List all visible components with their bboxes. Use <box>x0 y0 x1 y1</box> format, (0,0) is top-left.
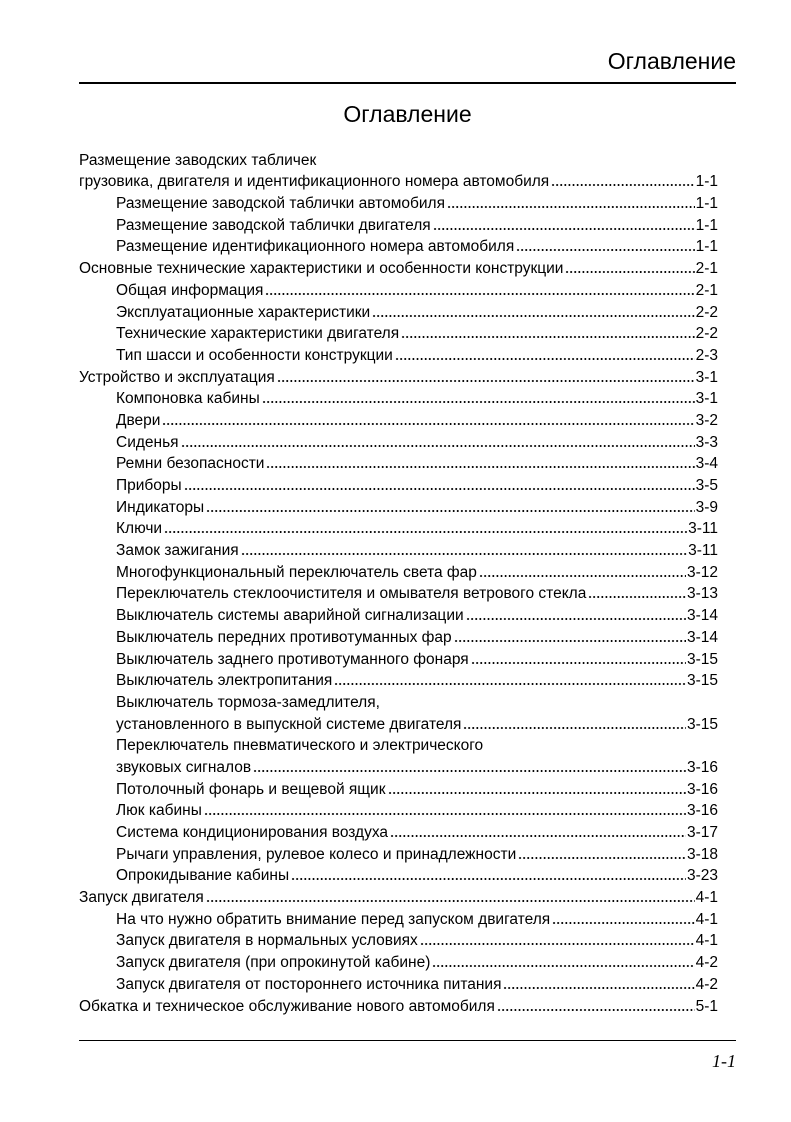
toc-entry-page: 2-1 <box>695 281 718 299</box>
toc-entry-title: Сиденья <box>116 433 179 451</box>
dot-leader <box>401 335 694 339</box>
toc-entry-page: 2-3 <box>695 346 718 364</box>
toc-entry-page: 2-2 <box>695 303 718 321</box>
toc-entry[interactable] <box>79 972 718 994</box>
toc-entry-page: 1-1 <box>695 195 718 213</box>
toc-entry[interactable] <box>79 712 718 734</box>
toc-entry-page: 4-2 <box>695 975 718 993</box>
toc-entry-page: 3-5 <box>695 477 718 494</box>
toc-entry-title: Люк кабины <box>116 802 202 820</box>
toc-entry-page: 2-1 <box>695 260 718 278</box>
toc-entry-page: 4-1 <box>695 910 718 928</box>
toc-entry[interactable] <box>79 755 718 777</box>
toc-entry-page: 3-16 <box>686 780 718 798</box>
toc-entry[interactable] <box>79 669 718 691</box>
toc-entry[interactable] <box>79 387 718 409</box>
toc-entry-page: 3-11 <box>688 542 718 560</box>
toc-entry-title: Тип шасси и особенности конструкции <box>116 346 393 364</box>
toc-entry[interactable] <box>79 365 718 387</box>
toc-entry-title: грузовика, двигателя и идентификационного номера автомобиля <box>79 173 550 191</box>
toc-entry-page: 4-1 <box>695 889 718 907</box>
toc-entry-title: Выключатель электропитания <box>116 672 333 690</box>
toc-entry[interactable] <box>79 994 718 1016</box>
toc-entry-title: Система кондиционирования воздуха <box>116 824 389 841</box>
toc-entry-title: Выключатель передних противотуманных фар <box>116 628 452 646</box>
dot-leader <box>551 183 694 187</box>
toc-entry[interactable] <box>79 452 718 474</box>
toc-entry[interactable] <box>79 734 718 756</box>
toc-entry-title: Технические характеристики двигателя <box>116 325 400 343</box>
dot-leader <box>277 379 695 383</box>
toc-entry-page: 2-2 <box>695 325 718 343</box>
dot-leader <box>334 682 686 686</box>
dot-leader <box>206 899 695 903</box>
dot-leader <box>162 422 694 426</box>
toc-entry-title: Индикаторы <box>116 498 205 516</box>
dot-leader <box>266 465 694 469</box>
page-title: Оглавление <box>343 101 472 127</box>
dot-leader <box>588 595 686 599</box>
toc-entry-title: Переключатель пневматического и электрического <box>116 737 484 755</box>
toc-entry[interactable] <box>79 322 718 344</box>
toc-entry-title: Выключатель заднего противотуманного фонаря <box>116 650 469 668</box>
toc-entry-page: 1-1 <box>695 238 718 256</box>
table-of-contents <box>79 148 718 1016</box>
toc-entry-title: Основные технические характеристики и особенности конструкции <box>79 260 564 278</box>
toc-entry-page: 3-18 <box>686 845 718 863</box>
toc-entry[interactable] <box>79 582 718 604</box>
toc-entry-page: 3-14 <box>686 607 718 625</box>
toc-entry-page: 4-2 <box>695 954 718 972</box>
dot-leader <box>432 964 694 968</box>
toc-entry[interactable] <box>79 213 718 235</box>
toc-entry-title: Выключатель тормоза-замедлителя, <box>116 693 380 711</box>
dot-leader <box>552 921 694 925</box>
toc-entry-title: Ремни безопасности <box>116 455 265 473</box>
toc-entry-title: Потолочный фонарь и вещевой ящик <box>116 780 386 798</box>
dot-leader <box>433 227 695 231</box>
toc-entry-title: Запуск двигателя (при опрокинутой кабине) <box>116 954 431 972</box>
toc-entry[interactable] <box>79 408 718 430</box>
toc-entry-title: Двери <box>116 411 161 429</box>
toc-entry[interactable] <box>79 647 718 669</box>
toc-entry[interactable] <box>79 929 718 951</box>
toc-entry[interactable] <box>79 343 718 365</box>
toc-entry-page: 3-15 <box>686 672 718 690</box>
toc-entry-page: 3-1 <box>695 390 718 408</box>
dot-leader <box>466 617 686 621</box>
toc-entry[interactable] <box>79 625 718 647</box>
toc-entry[interactable] <box>79 473 718 495</box>
toc-entry-title: Размещение заводской таблички двигателя <box>116 216 431 234</box>
dot-leader <box>516 248 694 252</box>
dot-leader <box>241 552 687 556</box>
dot-leader <box>454 639 686 643</box>
toc-entry-page: 3-15 <box>686 715 718 733</box>
toc-entry-title: Запуск двигателя <box>79 889 204 907</box>
toc-entry[interactable] <box>79 907 718 929</box>
dot-leader <box>471 661 686 665</box>
toc-entry[interactable] <box>79 950 718 972</box>
toc-entry-page: 3-14 <box>686 628 718 646</box>
toc-entry-title: Рычаги управления, рулевое колесо и принадлежности <box>116 845 517 863</box>
toc-entry-page: 3-16 <box>686 802 718 820</box>
dot-leader <box>253 769 686 773</box>
toc-entry-page: 3-12 <box>686 563 718 581</box>
dot-leader <box>184 487 695 491</box>
toc-entry[interactable] <box>79 777 718 799</box>
toc-entry-title: На что нужно обратить внимание перед запуском двигателя <box>116 910 551 928</box>
header-divider <box>79 82 736 84</box>
toc-entry[interactable] <box>79 278 718 300</box>
toc-entry-page: 3-13 <box>686 585 718 603</box>
toc-entry-page: 1-1 <box>695 216 718 234</box>
dot-leader <box>420 942 695 946</box>
toc-entry[interactable] <box>79 603 718 625</box>
toc-entry[interactable] <box>79 799 718 821</box>
toc-entry-title: Ключи <box>116 520 163 538</box>
toc-entry-title: Размещение заводских табличек <box>79 151 317 169</box>
toc-entry-page: 4-1 <box>695 932 718 950</box>
toc-entry[interactable] <box>79 517 718 539</box>
toc-entry-title: Запуск двигателя от постороннего источника питания <box>116 975 502 993</box>
toc-entry-page: 3-16 <box>686 758 718 776</box>
toc-entry-title: звуковых сигналов <box>116 758 252 776</box>
dot-leader <box>262 400 695 404</box>
dot-leader <box>390 834 686 838</box>
running-header-title: Оглавление <box>607 48 736 74</box>
toc-entry-page: 5-1 <box>695 997 718 1015</box>
dot-leader <box>265 292 694 296</box>
toc-entry[interactable] <box>79 842 718 864</box>
dot-leader <box>291 877 686 881</box>
dot-leader <box>565 270 694 274</box>
dot-leader <box>388 791 686 795</box>
page-number: 1-1 <box>712 1051 736 1071</box>
toc-entry[interactable] <box>79 148 718 170</box>
toc-entry-page: 3-9 <box>695 498 718 516</box>
toc-entry-title: Размещение идентификационного номера автомобиля <box>116 238 515 256</box>
dot-leader <box>372 314 694 318</box>
toc-entry-title: Опрокидывание кабины <box>116 867 290 885</box>
toc-entry-title: Многофункциональный переключатель света фар <box>116 563 477 581</box>
footer-divider <box>79 1040 736 1041</box>
toc-entry-page: 3-23 <box>686 867 718 885</box>
toc-entry[interactable] <box>79 885 718 907</box>
toc-entry[interactable] <box>79 170 718 192</box>
dot-leader <box>181 444 695 448</box>
toc-entry-title: Обкатка и техническое обслуживание нового автомобиля <box>79 997 495 1015</box>
dot-leader <box>479 574 686 578</box>
toc-entry[interactable] <box>79 864 718 886</box>
toc-entry[interactable] <box>79 820 718 842</box>
toc-entry-page: 3-1 <box>695 368 718 386</box>
toc-entry-title: Переключатель стеклоочистителя и омывателя ветрового стекла <box>116 585 587 603</box>
toc-entry[interactable] <box>79 495 718 517</box>
toc-entry[interactable] <box>79 690 718 712</box>
toc-entry-page: 3-4 <box>695 455 718 473</box>
toc-entry[interactable] <box>79 430 718 452</box>
toc-entry[interactable] <box>79 560 718 582</box>
toc-entry-page: 3-3 <box>695 433 718 451</box>
dot-leader <box>518 856 686 860</box>
dot-leader <box>164 530 687 534</box>
dot-leader <box>447 205 695 209</box>
toc-entry-page: 3-11 <box>688 520 718 538</box>
toc-entry-title: Замок зажигания <box>116 542 239 560</box>
dot-leader <box>497 1008 695 1012</box>
toc-entry[interactable] <box>79 191 718 213</box>
toc-entry-title: Выключатель системы аварийной сигнализации <box>116 607 464 625</box>
toc-entry-title: Эксплуатационные характеристики <box>116 303 371 321</box>
dot-leader <box>503 986 694 990</box>
dot-leader <box>204 812 686 816</box>
toc-entry-page: 1-1 <box>695 173 718 191</box>
toc-entry-title: Устройство и эксплуатация <box>79 368 275 386</box>
toc-entry[interactable] <box>79 235 718 257</box>
toc-entry[interactable] <box>79 300 718 322</box>
toc-entry-title: Общая информация <box>116 281 264 299</box>
toc-entry-title: Компоновка кабины <box>116 390 260 408</box>
toc-entry-page: 3-15 <box>686 650 718 668</box>
toc-entry-page: 3-17 <box>686 824 718 841</box>
toc-entry[interactable] <box>79 538 718 560</box>
toc-entry-title: Запуск двигателя в нормальных условиях <box>116 932 418 950</box>
toc-entry[interactable] <box>79 256 718 278</box>
dot-leader <box>206 509 694 513</box>
dot-leader <box>463 726 686 730</box>
toc-entry-title: Размещение заводской таблички автомобиля <box>116 195 445 213</box>
dot-leader <box>395 357 695 361</box>
toc-entry-page: 3-2 <box>695 411 718 429</box>
toc-entry-title: Приборы <box>116 477 182 494</box>
toc-entry-title: установленного в выпускной системе двигателя <box>116 715 462 733</box>
